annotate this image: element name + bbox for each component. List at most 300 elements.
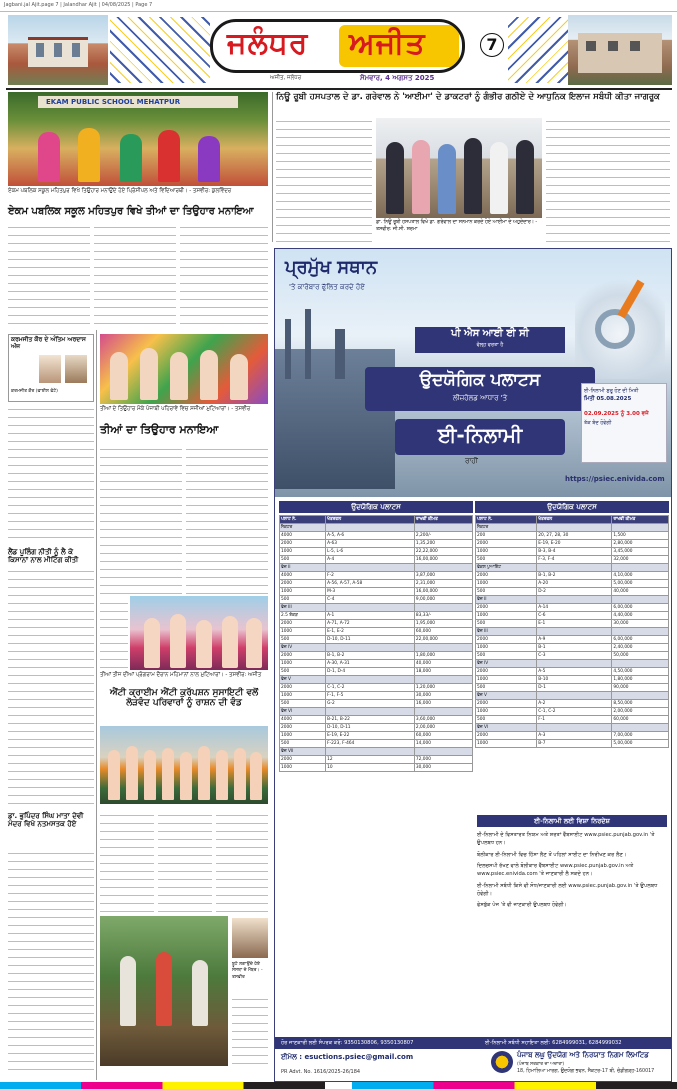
ad-email: ਈਮੇਲ : esuctions.psiec@gmail.com [281,1053,414,1061]
table-cell: ਫੇਜ਼ III [476,628,537,636]
table-cell: 32,000 [612,556,669,564]
ad-main1-sub: ਲੀਜ਼ਹੋਲਡ ਆਧਾਰ 'ਤੇ [452,394,508,402]
table-cell [537,724,612,732]
ad-date-line1: ਈ-ਨਿਲਾਮੀ ਸ਼ੁਰੂ ਹੋਣ ਦੀ ਮਿਤੀ [584,388,639,394]
table-cell [326,748,415,756]
table-row [476,548,669,556]
table-row [280,684,473,692]
table-cell: 2000 [476,636,537,644]
table-cell: 1,35,200 [414,540,472,548]
ad-date-line2: ਮਿਤੀ 05.08.2025 [584,396,632,402]
table-cell [612,724,669,732]
table-row [280,628,473,636]
table-cell: 14,000 [414,740,472,748]
table-cell: A-2 [537,700,612,708]
ad-url[interactable]: https://psiec.enivida.com [565,475,665,483]
table-row [280,692,473,700]
ad-help-line: ਹੋਰ ਜਾਣਕਾਰੀ ਲਈ ਸੰਪਰਕ ਕਰੋ: 9350130806, 9350130807 [281,1040,414,1046]
table-cell: 83,33/- [414,612,472,620]
ad-table-right-wrap [475,515,669,805]
table-cell: 1000 [280,692,326,700]
table-header-cell: ਰਾਖਵੀਂ ਕੀਮਤ [612,516,669,524]
table-row [280,708,473,716]
teej-school-body-col2 [94,224,176,329]
table-cell [612,628,669,636]
lead-caption: ਡਾ. ਨਿਊ ਰੂਬੀ ਹਸਪਤਾਲ ਵਿਖੇ ਡਾ. ਗਰੇਵਾਲ ਦਾ ਸਨਮਾਨ ਕਰਦੇ ਹੋਏ ਆਈਮਾ ਦੇ ਅਹੁਦੇਦਾਰ। - ਤਸਵੀਰ: ਜੀ.ਸੀ. ਸ਼ਰਮਾ [376,220,538,232]
table-cell: 2,80,000 [612,540,669,548]
table-row [280,532,473,540]
table-cell [326,708,415,716]
table-cell: 16,00,000 [414,556,472,564]
table-cell: 1,500 [612,532,669,540]
table-cell: B-1 [537,644,612,652]
table-cell [537,524,612,532]
ad-top-banner [275,249,671,497]
masthead-subtitle: ਅਜੀਤ, ਜਲੰਧਰ [270,75,302,81]
table-row [280,556,473,564]
land-pooling-body [8,568,94,808]
table-cell: 2,40,000 [612,644,669,652]
center-column-divider [272,92,273,242]
table-cell: 4,10,000 [612,572,669,580]
table-cell [326,524,415,532]
teej-school-caption: ਏਕਮ ਪਬਲਿਕ ਸਕੂਲ ਮਹਿਤਪੁਰ ਵਿਖੇ ਤਿਉਹਾਰ ਮਨਾਉਂਦੇ ਹੋਏ ਪ੍ਰਿੰਸੀਪਲ ਅਤੇ ਵਿਦਿਆਰਥੀ। - ਤਸਵੀਰ: ਕੁਲਵਿੰਦਰ [8,188,232,194]
table-cell: A-4 [326,556,415,564]
table-cell: 40,000 [414,660,472,668]
table-cell: 1000 [476,740,537,748]
table-row [280,748,473,756]
table-cell [326,644,415,652]
table-header-cell: ਰਾਖਵੀਂ ਕੀਮਤ [414,516,472,524]
ad-org-sub: ਵੱਲ੍ਹ ਵਰਤਾ ਹੈ [476,342,504,348]
table-row [476,732,669,740]
table-row [476,700,669,708]
ration-photo [100,726,268,804]
table-cell [326,604,415,612]
table-cell: 1000 [476,612,537,620]
table-cell: B-1, B-2 [537,572,612,580]
table-cell [414,676,472,684]
table-cell: A-20 [537,580,612,588]
ad-instructions-heading: ਈ-ਨਿਲਾਮੀ ਲਈ ਵਿਸ਼ਾ ਨਿਰਦੇਸ਼ [477,815,667,827]
table-cell: 1,80,000 [414,652,472,660]
table-cell [537,692,612,700]
table-cell: ਫੇਜ਼ IV [476,660,537,668]
school-banner-text: EKAM PUBLIC SCHOOL MEHATPUR [46,98,181,106]
table-cell: E-19, E-20 [537,540,612,548]
table-cell: A-14 [537,604,612,612]
table-cell [537,564,612,572]
table-row [476,652,669,660]
table-cell: C-1, C-2 [326,684,415,692]
table-cell: B-10 [537,676,612,684]
masthead-bottom-rule [6,88,672,90]
table-row [476,524,669,532]
table-cell: 12 [326,756,415,764]
table-cell [612,692,669,700]
ad-org-box [415,327,565,353]
table-cell: ਫੇਜ਼ VI [476,724,537,732]
ad-help-line-right: ਈ-ਨਿਲਾਮੀ ਸਬੰਧੀ ਸਹਾਇਤਾ ਲਈ: 6284999031, 6284999032 [485,1040,622,1046]
table-cell: 4000 [280,716,326,724]
table-header-cell: ਪਲਾਟ ਨੰ. [280,516,326,524]
table-row [280,700,473,708]
table-cell: 500 [280,556,326,564]
table-row [280,572,473,580]
table-cell: 16,00,000 [414,588,472,596]
table-cell: E-1, E-2 [326,628,415,636]
table-cell [414,564,472,572]
table-cell [612,596,669,604]
table-cell [326,676,415,684]
table-cell: F-3, F-4 [537,556,612,564]
table-cell: E-19, E-22 [326,732,415,740]
table-row [476,724,669,732]
table-cell: 1000 [280,548,326,556]
table-row [280,740,473,748]
teej-women-headline: ਤੀਆਂ ਦਾ ਤਿਉਹਾਰ ਮਨਾਇਆ [100,423,219,436]
table-row [280,564,473,572]
table-cell: C-3 [537,652,612,660]
ration-body-col1 [100,812,154,912]
table-row [280,580,473,588]
table-cell: ਫੇਜ਼ V [476,692,537,700]
table-cell: 6,00,000 [612,636,669,644]
masthead-right-photo [568,15,672,85]
temple-body [8,850,94,1076]
table-row [476,540,669,548]
ad-corp-name: ਪੰਜਾਬ ਲਘੂ ਉਦਯੋਗ ਅਤੇ ਨਿਰਯਾਤ ਨਿਗਮ ਲਿਮਟਿਡ [517,1051,649,1059]
table-cell: 40,000 [612,588,669,596]
table-cell: 500 [280,668,326,676]
table-cell [537,660,612,668]
table-row [280,652,473,660]
obituary-caption: ਕਰਮਜੀਤ ਕੌਰ (ਫਾਈਲ ਫੋਟੋ) [11,389,58,394]
print-info-strip [0,0,677,12]
table-cell: A-5, A-6 [326,532,415,540]
table-cell: 2,200/- [414,532,472,540]
table-cell: 2000 [280,580,326,588]
table-cell: 500 [280,636,326,644]
fashion-photo [130,596,268,670]
ad-title: ਪ੍ਰਮੁੱਖ ਸਥਾਨ [285,257,378,278]
teej-school-photo [8,92,268,186]
table-header-row [476,516,669,524]
fashion-side-body [100,600,128,672]
table-cell: 2000 [280,684,326,692]
masthead [0,13,677,87]
tree-planting-photo [100,916,228,1066]
ad-logo [491,1051,513,1073]
ad-main2-box [395,419,565,455]
masthead-title-left: ਜਲੰਧਰ [227,26,309,61]
table-cell [537,628,612,636]
table-cell: 2000 [280,540,326,548]
table-row [476,676,669,684]
table-row [476,612,669,620]
table-cell: 9,00,000 [414,596,472,604]
table-row [280,596,473,604]
table-row [280,716,473,724]
table-cell: ਫੇਜ਼ III [280,604,326,612]
table-row [476,644,669,652]
tree-planting-caption: ਬੂਟੇ ਲਗਾਉਂਦੇ ਹੋਏ ਸੰਸਥਾ ਦੇ ਮੈਂਬਰ। - ਤਸਵੀਰ [232,962,263,980]
table-row [476,708,669,716]
table-cell: 5,00,000 [612,740,669,748]
table-cell [414,604,472,612]
ad-main2: ਈ-ਨਿਲਾਮੀ [437,423,523,447]
table-cell: 2000 [476,540,537,548]
table-cell: B-1, B-2 [326,652,415,660]
table-cell: F-223, F-464 [326,740,415,748]
table-row [280,588,473,596]
lead-photo [376,118,542,218]
ad-main2-sub: ਰਾਹੀਂ [465,457,478,465]
table-cell: 3,60,000 [414,716,472,724]
table-cell: 22,22,000 [414,548,472,556]
ad-date-box [581,383,667,463]
table-cell: A-3 [537,732,612,740]
masthead-title-right: ਅਜੀਤ [349,26,426,61]
table-cell: 500 [476,652,537,660]
land-pooling-headline: ਲੈਂਡ ਪੂਲਿੰਗ ਨੀਤੀ ਨੂੰ ਲੈ ਕੇ ਕਿਸਾਨਾਂ ਨਾਲ ਮੀਟਿੰਗ ਕੀਤੀ [8,548,79,565]
table-cell: ਸੈਕਟਰ [280,524,326,532]
ad-table-right [475,515,669,748]
table-cell: 2000 [476,732,537,740]
table-cell: 1000 [476,644,537,652]
table-row [280,524,473,532]
obituary-photo-2 [65,355,87,383]
table-cell: ਸੈਕਟਰ [476,524,537,532]
table-cell: 5,00,000 [612,580,669,588]
fashion-caption: ਤੀਆਂ ਤੀਜ ਦੀਆਂ ਪ੍ਰੋਗਰਾਮ ਦੌਰਾਨ ਮਹਿਮਾਨਾਂ ਨਾਲ ਮੁਟਿਆਰਾਂ। - ਤਸਵੀਰ: ਅਜੀਤ [100,672,262,678]
table-cell: 2000 [476,700,537,708]
table-cell: C-6 [537,612,612,620]
table-row [476,532,669,540]
masthead-left-photo [8,15,108,85]
table-cell: 1000 [280,628,326,636]
psiec-ad [274,248,672,1082]
table-cell [414,524,472,532]
table-cell: C-1, C-2 [537,708,612,716]
ration-body-col2 [158,812,212,912]
table-cell: A-56, A-57, A-58 [326,580,415,588]
table-row [476,556,669,564]
table-cell [326,564,415,572]
table-header-cell: ਖੇਤਰਫਲ [537,516,612,524]
table-cell: 2000 [280,620,326,628]
left-column-divider [96,330,97,1080]
print-color-bar [0,1082,677,1089]
table-cell: 500 [280,740,326,748]
table-cell: 1000 [280,732,326,740]
table-cell: 2000 [280,724,326,732]
table-row [280,660,473,668]
table-cell: F-1, F-5 [326,692,415,700]
table-cell: 16,000 [414,700,472,708]
masthead-title-box [210,19,465,73]
table-cell: D-10, D-11 [326,636,415,644]
table-cell: A-9 [537,636,612,644]
ad-table-right-heading: ਉਦਯੋਗਿਕ ਪਲਾਟਸ [475,501,669,513]
table-row [280,548,473,556]
table-row [476,580,669,588]
table-cell [414,708,472,716]
table-cell: 7,00,000 [612,732,669,740]
table-row [280,732,473,740]
table-cell: 1000 [476,548,537,556]
ad-instruction-item: ਈ-ਨਿਲਾਮੀ ਸਬੰਧੀ ਕਿਸੇ ਵੀ ਸੋਧ/ਜਾਣਕਾਰੀ ਲਈ www.psiec.punjab.gov.in 'ਤੇ ਉਪਲਬਧ ਹੋਵੇਗੀ। [477,882,658,897]
table-header-row [280,516,473,524]
table-row [476,660,669,668]
teej-collage-photo [230,326,270,334]
table-cell: 4,50,000 [612,668,669,676]
ad-date-line4: ਤੱਕ ਬੰਦ ਹੋਵੇਗੀ [584,420,612,426]
ad-main1-box [365,367,595,411]
ad-subtitle: 'ਤੇ ਕਾਰੋਬਾਰ ਫੁੱਲਿਤ ਕਰਦੇ ਹੋਏ [289,283,365,291]
table-row [280,604,473,612]
table-cell: B-7 [537,740,612,748]
ad-table-left-wrap [279,515,473,1035]
table-cell: 2,00,000 [414,724,472,732]
table-cell: L-5, L-6 [326,548,415,556]
table-header-cell: ਖੇਤਰਫਲ [326,516,415,524]
table-cell: 1000 [280,588,326,596]
table-cell: 60,000 [612,716,669,724]
table-cell: A-71, A-72 [326,620,415,628]
table-cell: 50,000 [612,652,669,660]
table-row [280,540,473,548]
table-cell: 2,00,000 [612,708,669,716]
temple-headline: ਡਾ. ਭੁਪਿੰਦਰ ਸਿੰਘ ਮਾਤਾ ਦੇਵੀ ਮੰਦਰ ਵਿਖੇ ਨਤਮਸਤਕ ਹੋਏ [8,812,84,829]
table-cell: 30,000 [414,692,472,700]
table-row [476,572,669,580]
ad-instruction-item: ਬੋਲੀਕਾਰ ਈ-ਨਿਲਾਮੀ ਵਿਚ ਹਿੱਸਾ ਲੈਣ ਤੋਂ ਪਹਿਲਾਂ ਸਾਈਟ ਦਾ ਨਿਰੀਖਣ ਕਰ ਲੈਣ। [477,851,627,858]
table-cell: 30,000 [414,764,472,772]
table-cell: 2.5 ਏਕੜ [280,612,326,620]
table-cell: E-1 [537,620,612,628]
table-cell: 2,31,000 [414,580,472,588]
obituary-headline: ਕਰਮਜੀਤ ਕੌਰ ਦੇ ਅੰਤਿਮ ਅਰਦਾਸ ਅੱਜ [11,336,86,350]
table-cell [537,596,612,604]
table-cell: D-1 [537,684,612,692]
table-row [280,764,473,772]
print-info-text: Jagbani.jal Ajit.page 7 | Jalandhar Ajit | 04/08/2025 | Page 7 [4,2,153,8]
teej-school-body-col3 [180,224,268,329]
table-row [476,740,669,748]
table-cell: 500 [280,596,326,604]
obituary-photo [39,355,61,383]
table-cell: 3,45,000 [612,548,669,556]
obituary-box [8,334,94,402]
table-cell: 18,000 [414,668,472,676]
table-cell: 2000 [280,652,326,660]
table-row [476,604,669,612]
table-cell: ਫੋਕਲ ਪੁਆਇੰਟ [476,564,537,572]
lead-headline: ਨਿਊ ਰੂਬੀ ਹਸਪਤਾਲ ਦੇ ਡਾ. ਗਰੇਵਾਲ ਨੇ 'ਆਈਮਾ' ਦੇ ਡਾਕਟਰਾਂ ਨੂੰ ਗੰਭੀਰ ਗਠੀਏ ਦੇ ਆਧੁਨਿਕ ਇਲਾਜ ਸਬੰਧੀ ਕੀਤਾ ਜਾਗਰੂਕ [276,92,660,102]
table-row [280,724,473,732]
ad-pr-no: PR Advt. No. 1616/2025-26/184 [281,1069,361,1075]
teej-school-body-col1 [8,224,90,329]
table-row [280,636,473,644]
ad-instructions-list [477,831,667,1031]
ad-table-left-heading: ਉਦਯੋਗਿਕ ਪਲਾਟਸ [279,501,473,513]
table-cell: C-4 [326,596,415,604]
table-cell: 20, 27, 28, 30 [537,532,612,540]
ration-body-col3 [216,812,268,912]
table-cell: A-63 [326,540,415,548]
table-cell: D-2 [537,588,612,596]
table-cell: 1000 [476,708,537,716]
tree-planting-body [232,996,268,1066]
table-cell: 1000 [280,764,326,772]
table-cell: 500 [476,588,537,596]
table-cell: 6,00,000 [612,604,669,612]
table-cell: 500 [476,556,537,564]
table-cell: ਫੇਜ਼ VI [280,708,326,716]
table-row [476,620,669,628]
obituary-body [8,406,94,544]
masthead-pattern-right [508,17,568,83]
ad-date-line3: 02.09.2025 ਨੂੰ 3.00 ਵਜੇ [584,411,649,417]
table-cell: 22,00,000 [414,636,472,644]
masthead-pattern-left [110,17,210,83]
table-cell: G-2 [326,700,415,708]
table-cell [612,524,669,532]
masthead-date: ਸੋਮਵਾਰ, 4 ਅਗਸਤ 2025 [360,74,435,82]
table-cell: ਫੇਜ਼ II [280,564,326,572]
table-cell: ਫੇਜ਼ II [476,596,537,604]
teej-women-caption: ਤੀਆਂ ਦੇ ਤਿਉਹਾਰ ਮੌਕੇ ਪੰਜਾਬੀ ਪਹਿਰਾਵੇ ਵਿਚ ਸਜੀਆਂ ਮੁਟਿਆਰਾਂ। - ਤਸਵੀਰ [100,406,251,412]
teej-women-photo [100,334,268,404]
table-row [476,596,669,604]
table-cell: 500 [476,684,537,692]
teej-women-body-col2 [186,446,268,596]
table-cell: 1,20,000 [414,684,472,692]
table-cell: 2000 [476,572,537,580]
table-row [476,636,669,644]
ad-org-name: ਪੀ ਐਸ ਆਈ ਈ ਸੀ [451,328,529,339]
table-cell: 500 [476,716,537,724]
table-cell: B-3, B-4 [537,548,612,556]
table-cell: 200 [476,532,537,540]
table-cell: B-21, B-22 [326,716,415,724]
table-cell: 2000 [280,756,326,764]
ad-instruction-item: ਦਿਲਚਸਪੀ ਰੱਖਣ ਵਾਲੇ ਬੋਲੀਕਾਰ ਵੈੱਬਸਾਈਟ www.psiec.punjab.gov.in ਅਤੇ www.psiec.enivida.com 'ਤੇ ਜਾਣਕਾਰੀ ਲੈ ਸਕਦੇ ਹਨ। [477,862,634,878]
table-cell [414,748,472,756]
table-cell [414,644,472,652]
ad-help-bar [275,1037,671,1049]
teej-school-headline: ਏਕਮ ਪਬਲਿਕ ਸਕੂਲ ਮਹਿਤਪੁਰ ਵਿਖੇ ਤੀਆਂ ਦਾ ਤਿਉਹਾਰ ਮਨਾਇਆ [8,206,254,217]
table-header-cell: ਪਲਾਟ ਨੰ. [476,516,537,524]
ad-table-left [279,515,473,772]
table-cell: 8,50,000 [612,700,669,708]
table-cell: 1,80,000 [612,676,669,684]
table-row [280,612,473,620]
table-cell: 60,000 [414,732,472,740]
ad-corp-sub: (ਪੰਜਾਬ ਸਰਕਾਰ ਦਾ ਅਦਾਰਾ) [517,1062,565,1067]
ad-instruction-item: ਫੇਸਬੁੱਕ ਪੇਜ 'ਤੇ ਵੀ ਜਾਣਕਾਰੀ ਉਪਲਬਧ ਹੋਵੇਗੀ। [477,902,568,909]
ration-headline: ਐਂਟੀ ਕ੍ਰਾਈਮ ਐਂਟੀ ਕੁਰੱਪਸ਼ਨ ਸੁਸਾਇਟੀ ਵਲੋਂ ਲੋੜਵੰਦ ਪਰਿਵਾਰਾਂ ਨੂੰ ਰਾਸ਼ਨ ਦੀ ਵੰਡ [109,688,259,709]
table-row [476,716,669,724]
table-cell: 10 [326,764,415,772]
table-cell: F-1 [537,716,612,724]
table-cell: D-1, D-4 [326,668,415,676]
table-cell: 1,95,000 [414,620,472,628]
table-cell: A-30, A-31 [326,660,415,668]
lead-body-col1 [276,118,372,242]
table-row [280,644,473,652]
